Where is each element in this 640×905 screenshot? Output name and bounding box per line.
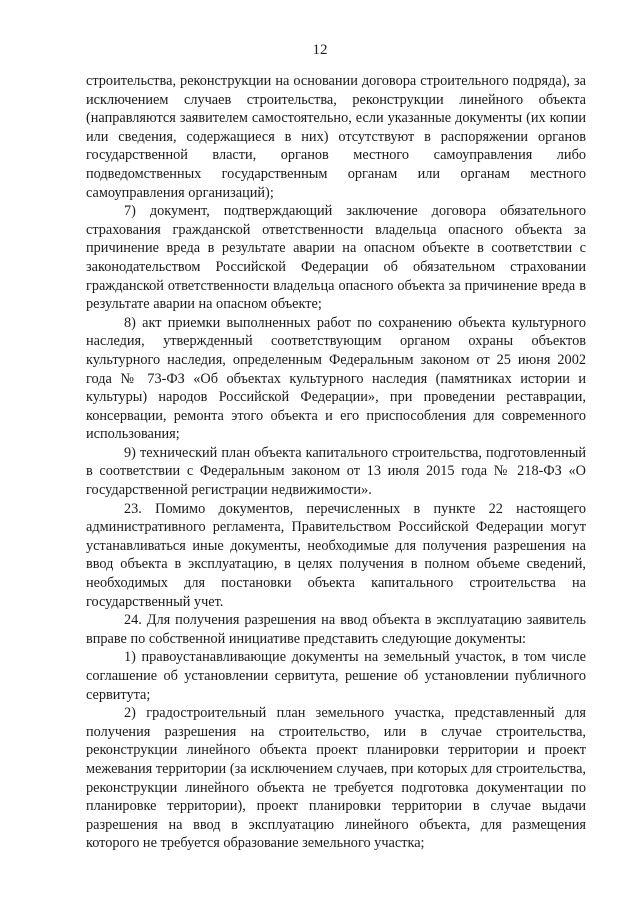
paragraph-item-1: 1) правоустанавливающие документы на земельный участок, в том числе соглашение об установлении сервитута, решение об установлении публичного сервитута; <box>86 649 586 703</box>
paragraph-item-9: 9) технический план объекта капитального строительства, подготовленный в соответствии с Федеральным законом от 13 июля 2015 года № 218-ФЗ «О государственной регистрации недвижимости». <box>86 444 586 499</box>
paragraph-item-7: 7) документ, подтверждающий заключение договора обязательного страхования гражданской ответственности владельца опасного объекта за причинение вреда в результате аварии на опасном объекте в соответствии с законодательством Российской Федерации об обязательном страховании гражданской ответственности владельца опасного объекта за причинение вреда в результате аварии на опасном объекте; <box>86 203 586 313</box>
document-body <box>86 72 586 853</box>
paragraph-clause-23: 23. Помимо документов, перечисленных в пункте 22 настоящего административного регламента, Правительством Российской Федерации могут устанавливаться иные документы, необходимые для получения разрешения на ввод объекта в эксплуатацию, в целях получения в полном объеме сведений, необходимых для постановки объекта капитального строительства на государственный учет. <box>86 500 586 610</box>
paragraph-item-8: 8) акт приемки выполненных работ по сохранению объекта культурного наследия, утвержденный соответствующим органом охраны объектов культурного наследия, определенным Федеральным законом от 25 июня 2002 года № 73-ФЗ «Об объектах культурного наследия (памятниках истории и культуры) народов Российской Федерации», при проведении реставрации, консервации, ремонта этого объекта и его приспособления для современного использования; <box>86 314 586 443</box>
page-number: 12 <box>312 42 328 58</box>
paragraph-continuation: строительства, реконструкции на основании договора строительного подряда), за исключением случаев строительства, реконструкции линейного объекта (направляются заявителем самостоятельно, если указанные документы (их копии или сведения, содержащиеся в них) отсутствуют в распоряжении органов государственной власти, органов местного самоуправления либо подведомственных государственным органам или органам местного самоуправления организаций); <box>86 73 586 201</box>
paragraph-item-2: 2) градостроительный план земельного участка, представленный для получения разрешения на строительство, или в случае строительства, реконструкции линейного объекта проект планировки территории и проект межевания территории (за исключением случаев, при которых для строительства, реконструкции линейного объекта не требуется подготовка документации по планировке территории), проект планировки территории в случае выдачи разрешения на ввод в эксплуатацию линейного объекта, для размещения которого не требуется образование земельного участка; <box>86 705 586 852</box>
paragraph-clause-24: 24. Для получения разрешения на ввод объекта в эксплуатацию заявитель вправе по собственной инициативе представить следующие документы: <box>86 612 586 647</box>
